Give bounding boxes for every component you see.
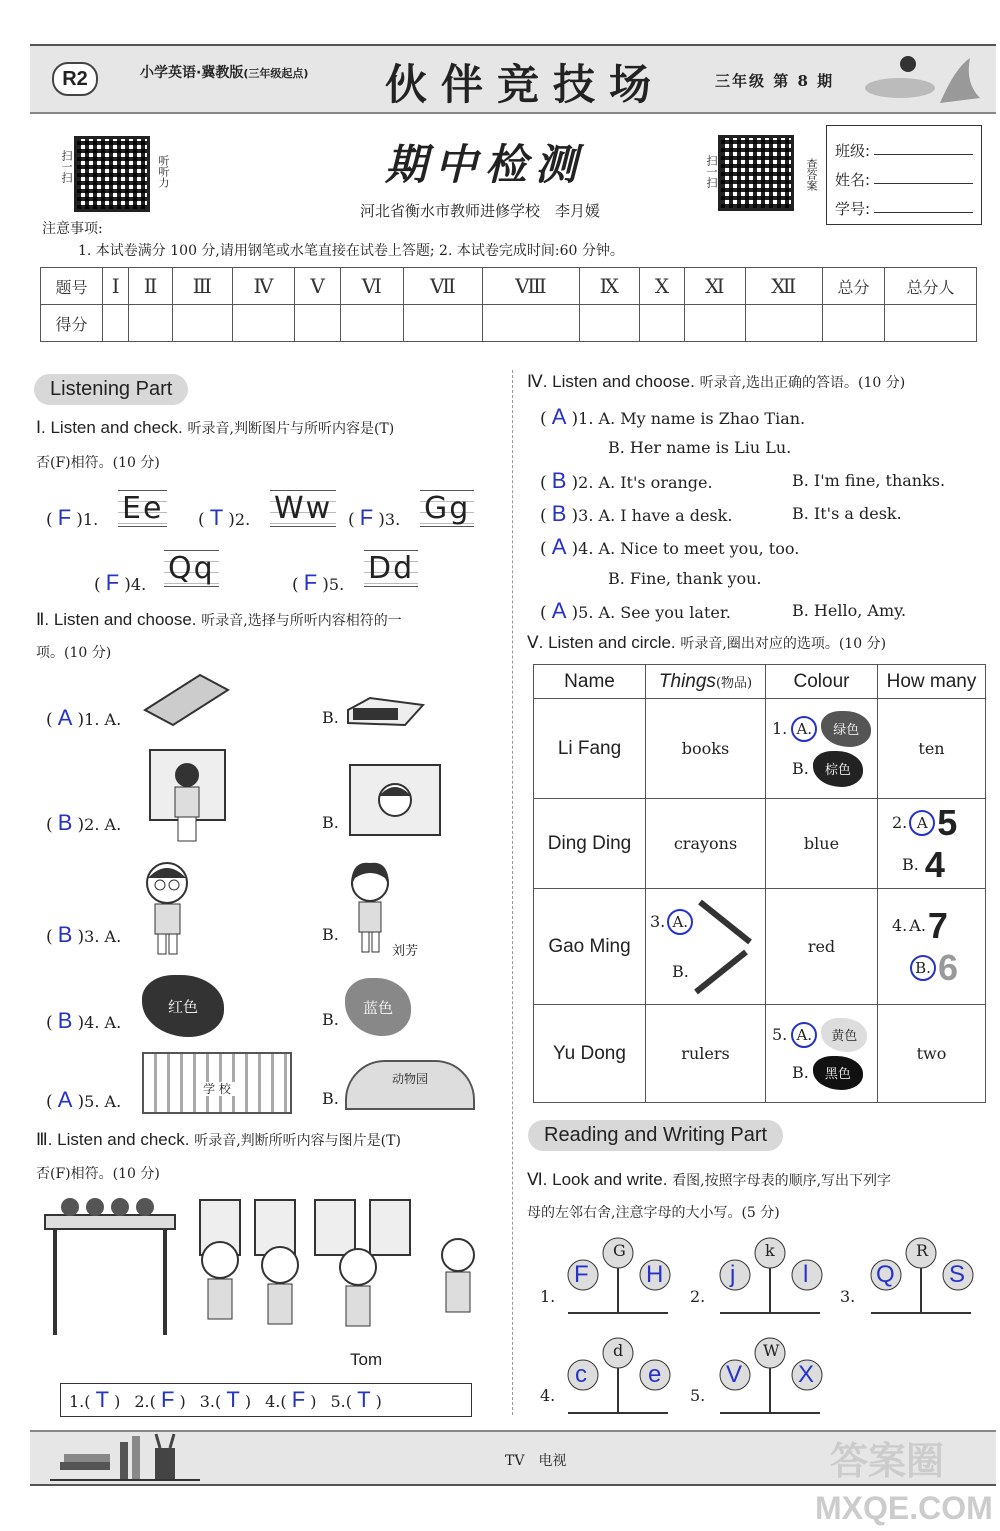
sec2-item-1: ( A )1. A.	[46, 705, 122, 730]
author: 河北省衡水市教师进修学校 李月媛	[360, 202, 601, 220]
sec3-answer-1: 1.( T )	[69, 1387, 121, 1412]
red-color-blob[interactable]: 红色	[142, 975, 224, 1037]
watermark-url: MXQE.COM	[815, 1490, 993, 1526]
sec4-item-2: ( B )2. A. It's orange.	[540, 468, 713, 493]
sec1-item-2: ( T )2.	[198, 505, 251, 530]
center-letter: k	[765, 1241, 775, 1260]
col-colour: Colour	[766, 665, 878, 699]
score-col: Ⅲ	[172, 268, 232, 305]
footer-text: TV 电视	[505, 1453, 567, 1469]
listen-circle-table	[533, 664, 986, 1103]
score-cell[interactable]	[483, 305, 579, 342]
flower-num: 1.	[540, 1287, 556, 1306]
qr-code-answers-icon[interactable]	[718, 135, 794, 211]
right-letter-answer[interactable]: X	[798, 1361, 815, 1388]
header-decoration-icon	[860, 48, 990, 110]
score-cell[interactable]	[172, 305, 232, 342]
row-colour: 5. A. 黄色 B. 黑色	[766, 1005, 878, 1103]
flower-item-2	[715, 1235, 825, 1315]
pencil-box-icon[interactable]	[140, 670, 230, 730]
answer[interactable]: B	[57, 810, 73, 835]
score-col: Ⅺ	[685, 268, 745, 305]
pen-icon[interactable]	[691, 947, 751, 997]
center-letter: d	[613, 1341, 624, 1360]
number-field[interactable]	[874, 212, 973, 213]
score-cell[interactable]	[341, 305, 404, 342]
qr-code-listen-icon[interactable]	[74, 136, 150, 212]
name-label: 姓名:	[835, 171, 871, 189]
black-color-blob[interactable]: 黑色	[813, 1056, 863, 1090]
boy-at-window-icon[interactable]	[345, 760, 445, 840]
answer[interactable]: B	[57, 1008, 73, 1033]
classroom-scene-icon	[40, 1195, 500, 1370]
right-letter-answer[interactable]: S	[949, 1261, 966, 1288]
row-colour: red	[766, 889, 878, 1005]
score-col: Ⅻ	[745, 268, 822, 305]
column-divider	[512, 370, 513, 1415]
sec1-item-5: ( F )5.	[292, 570, 345, 595]
score-col: Ⅴ	[295, 268, 341, 305]
sec2-item-3: ( B )3. A.	[46, 922, 122, 947]
sec1-item-4: ( F )4.	[94, 570, 147, 595]
notice-body: 1. 本试卷满分 100 分,请用钢笔或水笔直接在试卷上答题; 2. 本试卷完成时间:60 分钟。	[78, 243, 624, 259]
left-letter-answer[interactable]: F	[574, 1261, 589, 1288]
qr-left-label-2: 听听力	[157, 155, 170, 188]
circled-option[interactable]: A.	[791, 716, 817, 742]
row-colour: blue	[766, 799, 878, 889]
books-pencils-icon	[50, 1432, 200, 1484]
score-cell[interactable]	[745, 305, 822, 342]
sec4-item-3-b: B. It's a desk.	[792, 504, 902, 523]
sec4-item-3: ( B )3. A. I have a desk.	[540, 501, 733, 526]
watermark: 答案圈	[830, 1439, 945, 1483]
sec1-item-1: ( F )1.	[46, 505, 99, 530]
option-b-label: B.	[322, 1089, 339, 1108]
row-how-many: two	[878, 1005, 986, 1103]
right-letter-answer[interactable]: e	[648, 1361, 662, 1388]
reading-part-label: Reading and Writing Part	[528, 1120, 783, 1151]
row-name: Yu Dong	[534, 1005, 646, 1103]
sec4-item-5-b: B. Hello, Amy.	[792, 601, 907, 620]
score-cell[interactable]	[129, 305, 172, 342]
answer[interactable]: B	[57, 922, 73, 947]
score-col: Ⅶ	[403, 268, 483, 305]
row-name: Ding Ding	[534, 799, 646, 889]
score-cell[interactable]	[295, 305, 341, 342]
row-name: Li Fang	[534, 699, 646, 799]
answer[interactable]: F	[303, 570, 318, 595]
eraser-icon[interactable]	[345, 695, 425, 730]
score-cell[interactable]	[403, 305, 483, 342]
score-col: Ⅱ	[129, 268, 172, 305]
letter-card: Qq	[164, 550, 219, 587]
sec6-title: Ⅵ. Look and write. 看图,按照字母表的顺序,写出下列字	[527, 1170, 892, 1189]
boy-opening-window-icon[interactable]	[140, 745, 235, 845]
sec1-item-3: ( F )3.	[348, 505, 401, 530]
caption-tom: Tom	[350, 1350, 383, 1369]
class-field[interactable]	[874, 154, 973, 155]
score-cell[interactable]	[685, 305, 745, 342]
col-things: Things(物品)	[646, 665, 766, 699]
pencil-icon[interactable]	[695, 897, 755, 947]
col-how-many: How many	[878, 665, 986, 699]
sec4-item-5: ( A )5. A. See you later.	[540, 598, 731, 623]
qr-right-label-2: 查答案	[805, 158, 818, 191]
sec2-title: Ⅱ. Listen and choose. 听录音,选择与所听内容相符的一	[36, 610, 402, 629]
circled-option[interactable]: A.	[791, 1022, 817, 1048]
flower-item-1	[563, 1235, 673, 1315]
flower-num: 2.	[690, 1287, 706, 1306]
score-cell[interactable]	[639, 305, 684, 342]
score-col: Ⅸ	[579, 268, 639, 305]
brown-color-blob[interactable]: 棕色	[813, 751, 863, 787]
row-things: rulers	[646, 1005, 766, 1103]
name-field[interactable]	[874, 183, 973, 184]
left-letter-answer[interactable]: V	[726, 1361, 743, 1388]
row-how-many: ten	[878, 699, 986, 799]
right-letter-answer[interactable]: H	[646, 1261, 664, 1288]
sec3-answer-5: 5.( T )	[330, 1387, 382, 1412]
boy-with-glasses-icon[interactable]	[140, 858, 195, 958]
yellow-color-blob[interactable]: 黄色	[821, 1018, 867, 1052]
circled-option[interactable]: B.	[910, 955, 936, 981]
row-things: 3. A. B.	[646, 889, 766, 1005]
circled-option[interactable]: A.	[667, 909, 693, 935]
qr-right-label-1: 扫一扫	[705, 155, 718, 188]
center-letter: G	[613, 1241, 626, 1260]
score-col: Ⅵ	[341, 268, 404, 305]
caption-liu-fang: 刘芳	[392, 944, 419, 959]
flower-item-5	[715, 1335, 825, 1415]
right-letter-answer[interactable]: l	[803, 1261, 809, 1288]
sec5-title: Ⅴ. Listen and circle. 听录音,圈出对应的选项。(10 分)	[527, 633, 887, 652]
page-badge: R2	[52, 62, 98, 96]
center-letter: R	[916, 1241, 929, 1260]
sec3-answer-3: 3.( T )	[199, 1387, 252, 1412]
score-cell[interactable]	[579, 305, 639, 342]
answer[interactable]: F	[57, 505, 72, 530]
left-letter-answer[interactable]: Q	[876, 1261, 895, 1288]
sec2-item-2: ( B )2. A.	[46, 810, 122, 835]
number-label: 学号:	[835, 200, 871, 218]
answer[interactable]: T	[209, 505, 224, 530]
brand-title: 伙伴竞技场	[385, 60, 666, 109]
sec4-item-4-b: B. Fine, thank you.	[608, 569, 762, 588]
center-letter: W	[763, 1341, 780, 1360]
row-how-many: 2. A 5 B. 4	[878, 799, 986, 889]
school-building-icon[interactable]: 学 校	[142, 1052, 292, 1114]
score-row-label: 题号	[41, 268, 103, 305]
score-cell[interactable]	[103, 305, 129, 342]
letter-card: Dd	[364, 550, 418, 587]
sec4-title: Ⅳ. Listen and choose. 听录音,选出正确的答语。(10 分)	[527, 372, 906, 391]
row-colour: 1. A. 绿色 B. 棕色	[766, 699, 878, 799]
sec3-answer-box	[60, 1383, 472, 1417]
score-cell[interactable]	[232, 305, 294, 342]
score-col: Ⅷ	[483, 268, 579, 305]
blue-color-blob[interactable]: 蓝色	[345, 978, 411, 1036]
answer[interactable]: F	[105, 570, 120, 595]
sec6-instr2: 母的左邻右舍,注意字母的大小写。(5 分)	[527, 1205, 780, 1221]
notice-title: 注意事项:	[42, 221, 103, 237]
girl-liu-fang-icon[interactable]	[345, 858, 395, 958]
student-info-box	[826, 125, 982, 225]
option-b-label: B.	[322, 708, 339, 727]
circled-option[interactable]: A	[909, 810, 935, 836]
zoo-gate-icon[interactable]: 动物园	[345, 1060, 475, 1110]
flower-item-4	[563, 1335, 673, 1415]
flower-num: 3.	[840, 1287, 856, 1306]
answer[interactable]: F	[359, 505, 374, 530]
flower-num: 4.	[540, 1386, 556, 1405]
listening-part-label: Listening Part	[34, 374, 188, 405]
left-letter-answer[interactable]: j	[730, 1261, 736, 1288]
sec4-item-1: ( A )1. A. My name is Zhao Tian.	[540, 404, 806, 429]
score-col: Ⅹ	[639, 268, 684, 305]
option-b-label: B.	[322, 1010, 339, 1029]
answer[interactable]: A	[57, 1087, 73, 1112]
sec1-title: Ⅰ. Listen and check. 听录音,判断图片与所听内容是(T)	[36, 418, 395, 437]
col-name: Name	[534, 665, 646, 699]
sec2-item-5: ( A )5. A.	[46, 1087, 122, 1112]
score-row-label: 得分	[41, 305, 103, 342]
sec2-item-4: ( B )4. A.	[46, 1008, 122, 1033]
option-b-label: B.	[322, 925, 339, 944]
letter-card: Gg	[420, 490, 474, 527]
qr-left-label-1: 扫一扫	[60, 150, 73, 183]
flower-item-3	[866, 1235, 976, 1315]
grade-issue: 三年级 第 8 期	[715, 72, 835, 90]
row-name: Gao Ming	[534, 889, 646, 1005]
row-things: books	[646, 699, 766, 799]
sec3-title: Ⅲ. Listen and check. 听录音,判断所听内容与图片是(T)	[36, 1130, 401, 1149]
score-col-grader: 总分人	[885, 268, 977, 305]
score-cell[interactable]	[885, 305, 977, 342]
sec3-answer-4: 4.( F )	[265, 1387, 317, 1412]
row-how-many: 4. A. 7 B. 6	[878, 889, 986, 1005]
sec4-item-4: ( A )4. A. Nice to meet you, too.	[540, 534, 800, 559]
sec1-instr2: 否(F)相符。(10 分)	[36, 455, 160, 471]
score-cell[interactable]	[823, 305, 885, 342]
letter-card: Ee	[118, 490, 167, 527]
page-title: 期中检测	[385, 140, 586, 189]
score-col: Ⅰ	[103, 268, 129, 305]
score-table	[40, 267, 977, 342]
score-col-total: 总分	[823, 268, 885, 305]
sec4-item-2-b: B. I'm fine, thanks.	[792, 471, 946, 490]
option-b-label: B.	[322, 813, 339, 832]
series-title: 小学英语·冀教版(三年级起点)	[140, 65, 309, 81]
left-letter-answer[interactable]: c	[575, 1361, 587, 1388]
class-label: 班级:	[835, 142, 871, 160]
sec3-answer-2: 2.( F )	[134, 1387, 186, 1412]
row-things: crayons	[646, 799, 766, 889]
green-color-blob[interactable]: 绿色	[821, 711, 871, 747]
flower-num: 5.	[690, 1386, 706, 1405]
sec2-instr2: 项。(10 分)	[36, 645, 112, 661]
sec4-item-1-b: B. Her name is Liu Lu.	[608, 438, 792, 457]
answer[interactable]: A	[57, 705, 73, 730]
sec3-instr2: 否(F)相符。(10 分)	[36, 1166, 160, 1182]
score-col: Ⅳ	[232, 268, 294, 305]
letter-card: Ww	[270, 490, 336, 527]
